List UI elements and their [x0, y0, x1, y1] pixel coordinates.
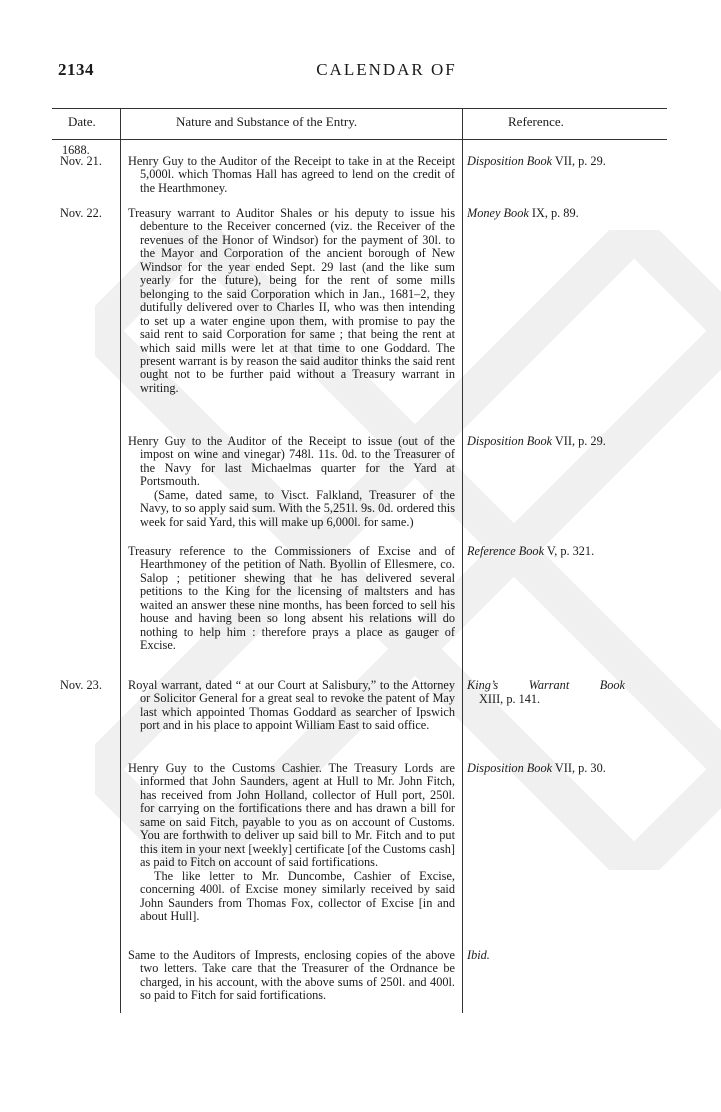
column-header-reference: Reference. [508, 114, 564, 129]
reference-locator: VII, p. 30. [552, 761, 606, 775]
reference-locator: V, p. 321. [544, 544, 595, 558]
entry-paragraph-continued: The like letter to Mr. Duncombe, Cashier of Excise, concerning 400l. of Excise money similarly received by said John Saunders from Thomas Fox, collector of Excise [in and about Hull]. [140, 868, 455, 923]
page-number: 2134 [58, 60, 94, 79]
entry-date: Nov. 21. [60, 154, 102, 168]
entry-paragraph: Henry Guy to the Customs Cashier. The Treasury Lords are informed that John Saunders, agent at Hull to Mr. John Fitch, has received from John Holland, collector of Hull port, 250l. for carrying on the fortifications there and has drawn a bill for same on said Fitch, payable to you as on account of Customs. You are forthwith to deliver up said bill to Mr. Fitch and to put this item in your next [weekly] certificate [of the Customs cash] as paid to Fitch on account of said fortifications. [128, 761, 455, 870]
entry-date: Nov. 22. [60, 206, 102, 220]
reference-locator: IX, p. 89. [528, 206, 579, 220]
running-title: CALENDAR OF [316, 60, 457, 79]
entry-text [128, 207, 455, 395]
entry-text [128, 679, 455, 733]
entry-text [128, 949, 455, 1003]
year-label: 1688. [62, 143, 90, 157]
reference-book-title: Ibid. [467, 948, 490, 962]
reference-locator: VII, p. 29. [552, 434, 606, 448]
entry-paragraph-continued: (Same, dated same, to Visct. Falkland, Treasurer of the Navy, to so apply said sum. With the 5,251l. 9s. 0d. ordered this week for said Yard, this will make up 6,000l. for same.) [140, 487, 455, 529]
reference-book-title: King’s Warrant Book [467, 678, 625, 692]
reference-book-title: Disposition Book [467, 154, 553, 168]
entry-text [128, 155, 455, 195]
reference-locator: VII, p. 29. [552, 154, 606, 168]
entry-paragraph: Same to the Auditors of Imprests, enclosing copies of the above two letters. Take care that the Treasurer of the Ordnance be charged, in his account, with the above sums of 250l. and 400l. so paid to Fitch for said fortifications. [128, 948, 455, 1003]
column-divider-left [120, 108, 121, 1013]
reference-book-title: Money Book [467, 206, 529, 220]
reference-book-title: Disposition Book [467, 761, 553, 775]
entry-reference [467, 435, 667, 448]
entry-reference [467, 679, 625, 692]
entry-reference-continued [479, 693, 679, 706]
entry-reference [467, 155, 667, 168]
reference-book-title: Disposition Book [467, 434, 553, 448]
header-bottom-rule [52, 139, 667, 140]
entry-date: Nov. 23. [60, 678, 102, 692]
entry-text [128, 545, 455, 653]
entry-paragraph: Treasury warrant to Auditor Shales or his deputy to issue his debenture to the Receiver concerned (viz. the Receiver of the revenues of the Honor of Windsor) for the payment of 30l. to the Mayor and Corporation of the ancient borough of New Windsor for the year ended Sept. 29 last (and the like sum yearly for the future), being for the rent of some mills belonging to the said Corporation which in Jan., 1681–2, they dutifully delivered over to Charles II, who was then intending to set up a water engine upon them, with promise to pay the said rent to said Corporation for same ; that being the rent at which said mills were let at that time to one Goddard. The present warrant is by reason the said auditor thinks the said rent ought not to be further paid without a Treasury warrant in writing. [128, 206, 455, 395]
entry-reference [467, 207, 667, 220]
reference-book-title: Reference Book [467, 544, 545, 558]
table-top-rule [52, 108, 667, 109]
entry-paragraph: Henry Guy to the Auditor of the Receipt to issue (out of the impost on wine and vinegar) 748l. 11s. 0d. to the Treasurer of the Navy for last Michaelmas quarter for the Yard at Portsmouth. [128, 434, 455, 489]
entry-paragraph: Treasury reference to the Commissioners of Excise and of Hearthmoney of the petition of Nath. Byollin of Ellesmere, co. Salop ; petitioner shewing that he has delivered several petitions to the King for the licensing of maltsters and has waited an answer these nine months, has been forced to sell his house and having been so long absent his relations will do nothing to help him : therefore prays a place as gauger of Excise. [128, 544, 455, 653]
entry-paragraph: Henry Guy to the Auditor of the Receipt to take in at the Receipt 5,000l. which Thomas Hall has agreed to lend on the credit of the Hearthmoney. [128, 154, 455, 195]
entry-text [128, 435, 455, 529]
entry-text [128, 762, 455, 923]
entry-paragraph: Royal warrant, dated “ at our Court at Salisbury,” to the Attorney or Solicitor General for a great seal to revoke the patent of May last which appointed Thomas Goddard as searcher of Ipswich port and in his place to appoint William East to said office. [128, 678, 455, 733]
column-divider-right [462, 108, 463, 1013]
entry-reference [467, 762, 667, 775]
reference-locator: XIII, p. 141. [479, 692, 541, 706]
column-header-date: Date. [68, 114, 96, 129]
entry-reference [467, 545, 667, 558]
column-header-nature: Nature and Substance of the Entry. [176, 114, 358, 129]
entry-reference [467, 949, 667, 962]
